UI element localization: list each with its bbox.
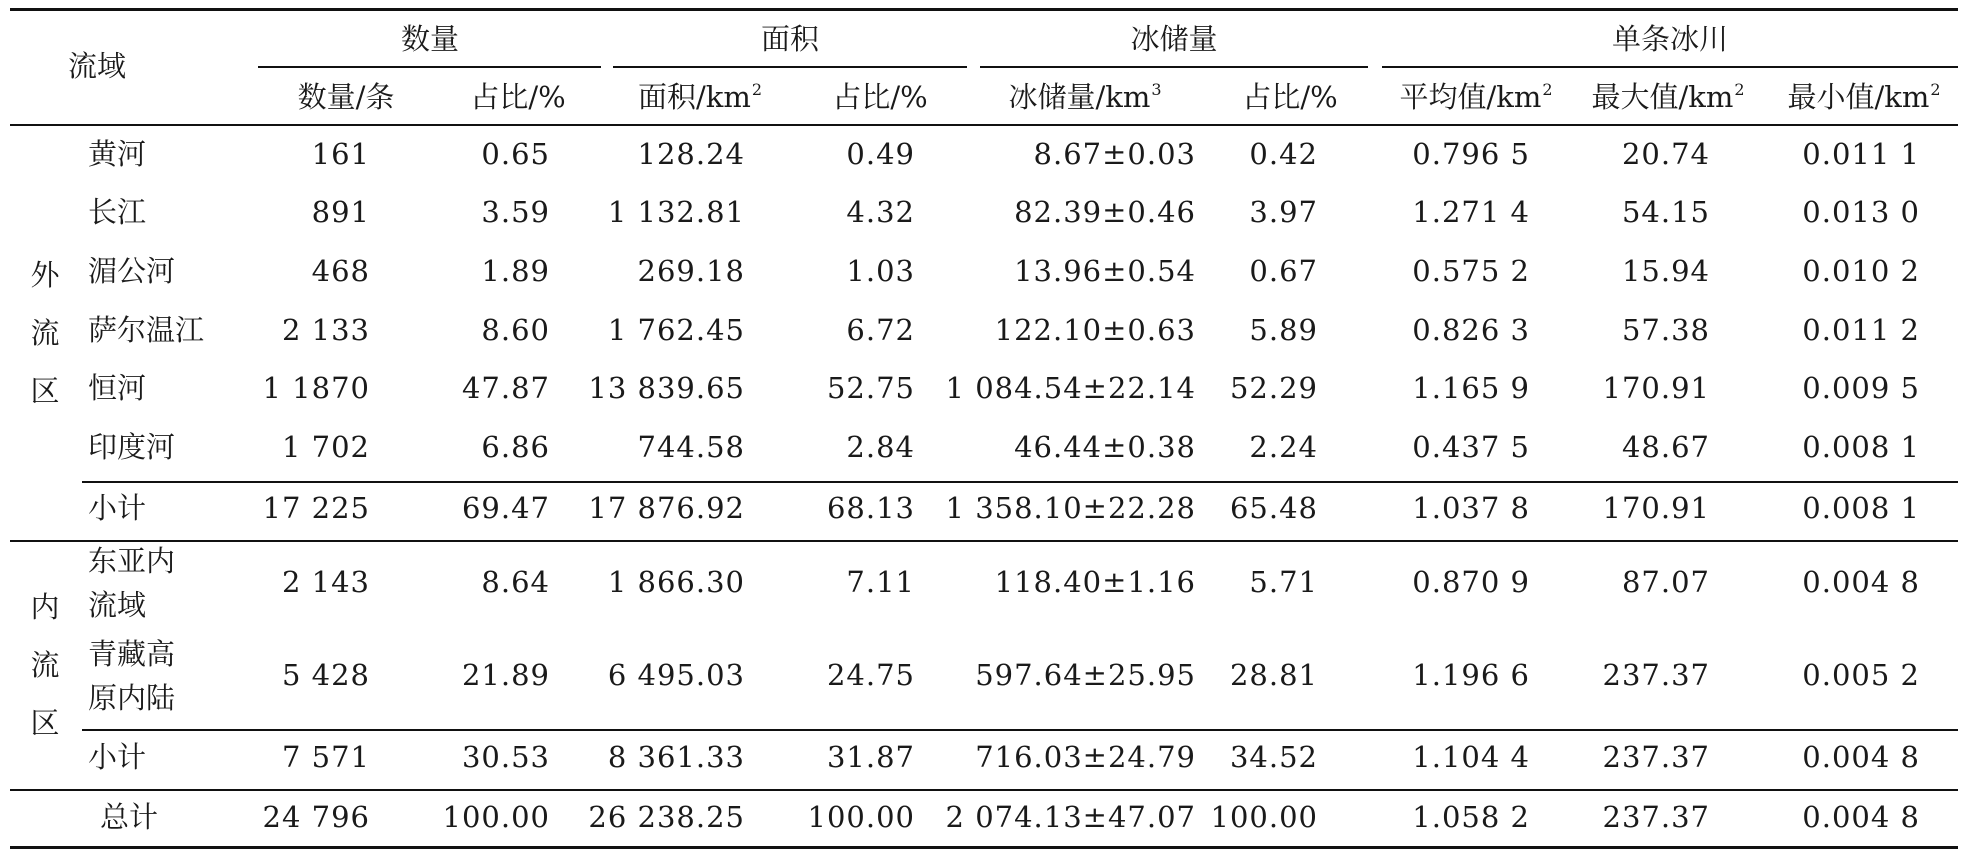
cell-ice: 716.03±24.79 [975,740,1196,774]
cell-count: 161 [311,137,370,171]
cell-ice: 1 084.54±22.14 [945,371,1196,405]
cell-ice: 46.44±0.38 [1014,430,1196,464]
cell-count: 468 [311,254,370,288]
cell-pct3: 2.24 [1249,430,1318,464]
cell-avg: 1.165 9 [1412,371,1530,405]
row-name: 湄公河 [88,254,176,288]
cell-ice: 597.64±25.95 [975,658,1196,692]
cell-ice: 1 358.10±22.28 [945,491,1196,525]
row-name: 东亚内 [88,544,176,578]
cell-avg: 0.870 9 [1412,565,1530,599]
cell-max: 15.94 [1621,254,1710,288]
header-min: 最小值$/km^2$ [1787,80,1941,114]
row-name: 小计 [88,740,147,774]
header-bottom-rule [10,124,1958,126]
cell-area: 1 132.81 [607,195,745,229]
outer-subtotal-rule [82,481,1958,483]
cell-count: 5 428 [281,658,370,692]
cell-min: 0.009 5 [1802,371,1920,405]
region-inner-char-1: 内 [30,590,60,624]
cell-pct2: 31.87 [826,740,915,774]
cell-count: 2 143 [281,565,370,599]
cell-pct3: 0.67 [1249,254,1318,288]
cell-max: 237.37 [1602,740,1710,774]
cell-pct3: 0.42 [1249,137,1318,171]
bottom-rule [10,846,1958,849]
region-outer-char-2: 流 [30,316,60,350]
header-count: 数量/条 [297,80,395,114]
region-outer-label [28,246,62,420]
cell-max: 57.38 [1621,313,1710,347]
cell-area: 269.18 [637,254,745,288]
cell-avg: 1.037 8 [1412,491,1530,525]
cell-max: 237.37 [1602,658,1710,692]
header-max: 最大值$/km^2$ [1591,80,1745,114]
row-name: 青藏高 [88,637,176,671]
cell-pct2: 2.84 [846,430,915,464]
cell-area: 13 839.65 [588,371,745,405]
cell-count: 17 225 [262,491,370,525]
cell-ice: 8.67±0.03 [1033,137,1196,171]
row-name-line2: 原内陆 [88,681,176,715]
cell-pct1: 47.87 [461,371,550,405]
cell-min: 0.004 8 [1802,740,1920,774]
cell-avg: 0.437 5 [1412,430,1530,464]
cell-pct3: 28.81 [1229,658,1318,692]
row-name: 恒河 [88,371,147,405]
outer-region-bottom-rule [10,540,1958,542]
cell-area: 26 238.25 [588,800,745,834]
row-name: 印度河 [88,430,176,464]
cell-area: 744.58 [637,430,745,464]
cell-min: 0.010 2 [1802,254,1920,288]
cell-min: 0.004 8 [1802,800,1920,834]
cell-pct2: 0.49 [846,137,915,171]
region-outer-char-1: 外 [30,258,60,292]
cell-pct1: 8.64 [481,565,550,599]
header-basin: 流域 [68,49,127,83]
cell-avg: 1.196 6 [1412,658,1530,692]
cell-area: 1 866.30 [607,565,745,599]
cell-pct3: 100.00 [1210,800,1318,834]
cell-pct2: 4.32 [846,195,915,229]
cell-max: 20.74 [1621,137,1710,171]
cell-min: 0.008 1 [1802,491,1920,525]
cell-pct3: 3.97 [1249,195,1318,229]
cell-pct1: 100.00 [442,800,550,834]
cell-count: 1 702 [281,430,370,464]
cell-pct3: 5.71 [1249,565,1318,599]
cell-pct2: 100.00 [807,800,915,834]
cell-pct2: 7.11 [846,565,915,599]
cell-count: 1 1870 [262,371,370,405]
cell-pct1: 0.65 [481,137,550,171]
cell-pct1: 21.89 [461,658,550,692]
cell-avg: 1.271 4 [1412,195,1530,229]
row-name: 总计 [100,800,159,834]
header-group-count: 数量 [400,22,460,56]
cell-pct2: 24.75 [826,658,915,692]
cell-min: 0.011 1 [1802,137,1920,171]
row-name-line2: 流域 [88,588,147,622]
cell-pct3: 5.89 [1249,313,1318,347]
cell-ice: 122.10±0.63 [994,313,1196,347]
cell-area: 6 495.03 [607,658,745,692]
cell-pct1: 1.89 [481,254,550,288]
header-group-ice: 冰储量 [1130,22,1218,56]
header-avg: 平均值$/km^2$ [1399,80,1553,114]
cell-ice: 82.39±0.46 [1014,195,1196,229]
cell-area: 17 876.92 [588,491,745,525]
cell-area: 8 361.33 [607,740,745,774]
cell-max: 170.91 [1602,371,1710,405]
cell-avg: 0.796 5 [1412,137,1530,171]
cell-count: 2 133 [281,313,370,347]
row-name: 黄河 [88,137,147,171]
cell-max: 54.15 [1621,195,1710,229]
cell-pct1: 3.59 [481,195,550,229]
total-rule [10,789,1958,791]
cell-avg: 1.058 2 [1412,800,1530,834]
cell-ice: 118.40±1.16 [994,565,1196,599]
cell-max: 48.67 [1621,430,1710,464]
cell-max: 170.91 [1602,491,1710,525]
cell-count: 7 571 [281,740,370,774]
cell-pct1: 8.60 [481,313,550,347]
cell-pct2: 52.75 [826,371,915,405]
cell-count: 24 796 [262,800,370,834]
cell-min: 0.004 8 [1802,565,1920,599]
cell-pct3: 34.52 [1229,740,1318,774]
inner-subtotal-rule [82,729,1958,731]
cell-pct3: 52.29 [1229,371,1318,405]
cell-pct2: 1.03 [846,254,915,288]
group-underline-area [613,66,967,68]
cell-pct3: 65.48 [1229,491,1318,525]
header-group-area: 面积 [760,22,820,56]
cell-area: 1 762.45 [607,313,745,347]
top-rule [10,8,1958,11]
header-pct-count: 占比/% [470,80,566,114]
region-inner-label [28,578,62,752]
cell-ice: 13.96±0.54 [1014,254,1196,288]
region-outer-char-3: 区 [30,374,60,408]
row-name: 小计 [88,491,147,525]
header-group-single: 单条冰川 [1611,22,1729,56]
row-name: 长江 [88,195,147,229]
cell-pct2: 68.13 [826,491,915,525]
cell-max: 237.37 [1602,800,1710,834]
cell-ice: 2 074.13±47.07 [945,800,1196,834]
cell-pct1: 6.86 [481,430,550,464]
cell-max: 87.07 [1621,565,1710,599]
cell-pct1: 30.53 [461,740,550,774]
cell-pct2: 6.72 [846,313,915,347]
cell-min: 0.005 2 [1802,658,1920,692]
group-underline-ice [980,66,1368,68]
cell-count: 891 [311,195,370,229]
cell-avg: 0.575 2 [1412,254,1530,288]
cell-min: 0.008 1 [1802,430,1920,464]
group-underline-single [1382,66,1958,68]
header-area: 面积$/km^2$ [637,80,763,114]
cell-avg: 0.826 3 [1412,313,1530,347]
cell-pct1: 69.47 [461,491,550,525]
header-ice: 冰储量$/km^3$ [1008,80,1162,114]
row-name: 萨尔温江 [88,313,205,347]
region-inner-char-2: 流 [30,648,60,682]
cell-min: 0.013 0 [1802,195,1920,229]
header-pct-ice: 占比/% [1242,80,1338,114]
group-underline-count [258,66,601,68]
cell-avg: 1.104 4 [1412,740,1530,774]
region-inner-char-3: 区 [30,706,60,740]
cell-area: 128.24 [637,137,745,171]
header-pct-area: 占比/% [832,80,928,114]
cell-min: 0.011 2 [1802,313,1920,347]
